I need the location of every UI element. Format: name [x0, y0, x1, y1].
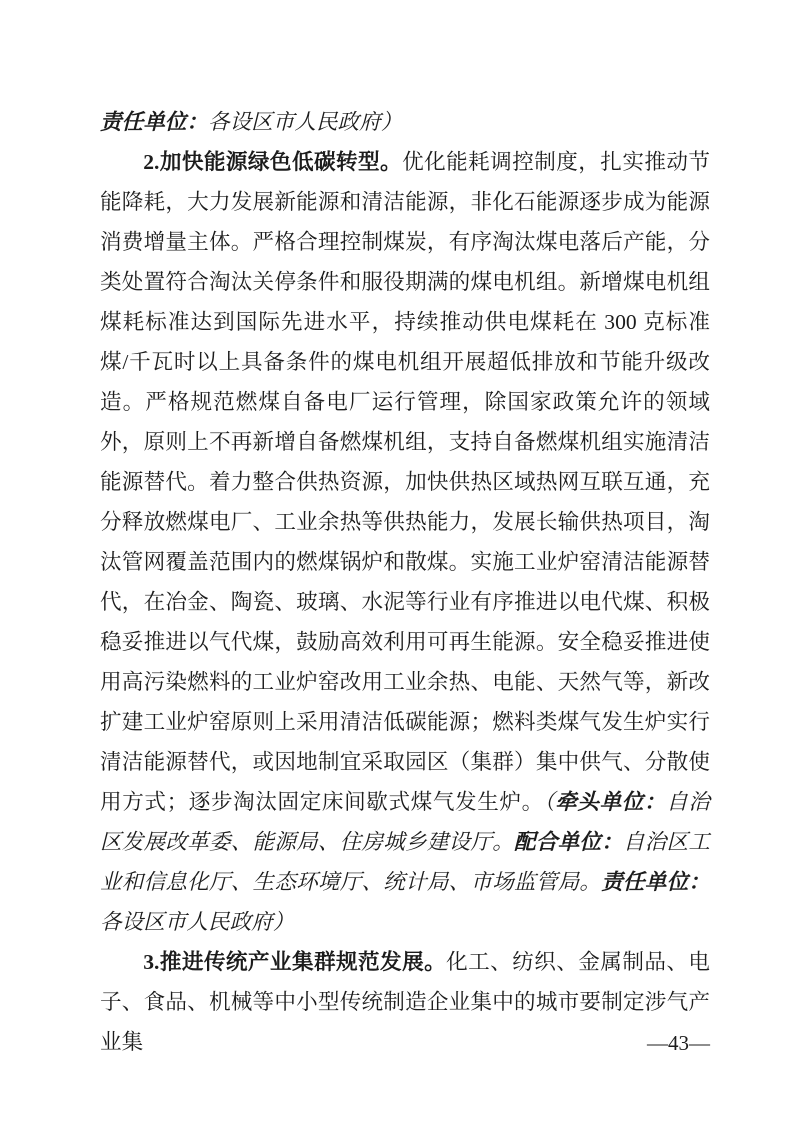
paragraph-section-3: [100, 942, 710, 1062]
text-run: 化工、纺织、金属制品、电子、食品、机械等中小型传统制造企业集中的城市要制定涉气产业集: [100, 950, 710, 1054]
text-run: 各设区市人民政府）: [100, 910, 295, 934]
text-run: 配合单位：: [514, 830, 624, 854]
page-number: —43—: [647, 1031, 710, 1055]
paragraph-continuation: [100, 102, 710, 142]
text-run: 自治区发展改革委、能源局、住房城乡建设厅。: [100, 790, 710, 854]
text-run: 3.推进传统产业集群规范发展。: [143, 950, 447, 974]
text-run: 牵头单位：: [555, 790, 667, 814]
document-body: [100, 102, 710, 1062]
text-run: 2.加快能源绿色低碳转型。: [143, 150, 403, 174]
text-run: 各设区市人民政府）: [207, 110, 403, 134]
text-run: （: [543, 790, 556, 814]
text-run: 责任单位：: [601, 870, 710, 894]
text-run: 自治区工业和信息化厅、生态环境厅、统计局、市场监管局。: [100, 830, 710, 894]
text-run: 优化能耗调控制度，扎实推动节能降耗，大力发展新能源和清洁能源，非化石能源逐步成为能源消费增量主体。严格合理控制煤炭，有序淘汰煤电落后产能，分类处置符合淘汰关停条件和服役期满的煤电机组。新增煤电机组煤耗标准达到国际先进水平，持续推动供电煤耗在 300 克标准煤/千瓦时以上具备条件的煤电机组开展超低排放和节能升级改造。严格规范燃煤自备电厂运行管理，除国家政策允许的领域外，原则上不再新增自备燃煤机组，支持自备燃煤机组实施清洁能源替代。着力整合供热资源，加快供热区域热网互联互通，充分释放燃煤电厂、工业余热等供热能力，发展长输供热项目，淘汰管网覆盖范围内的燃煤锅炉和散煤。实施工业炉窑清洁能源替代，在冶金、陶瓷、玻璃、水泥等行业有序推进以电代煤、积极稳妥推进以气代煤，鼓励高效利用可再生能源。安全稳妥推进使用高污染燃料的工业炉窑改用工业余热、电能、天然气等，新改扩建工业炉窑原则上采用清洁低碳能源；燃料类煤气发生炉实行清洁能源替代，或因地制宜采取园区（集群）集中供气、分散使用方式；逐步淘汰固定床间歇式煤气发生炉。: [100, 150, 710, 814]
paragraph-section-2: [100, 142, 710, 942]
text-run: 责任单位：: [100, 110, 208, 134]
